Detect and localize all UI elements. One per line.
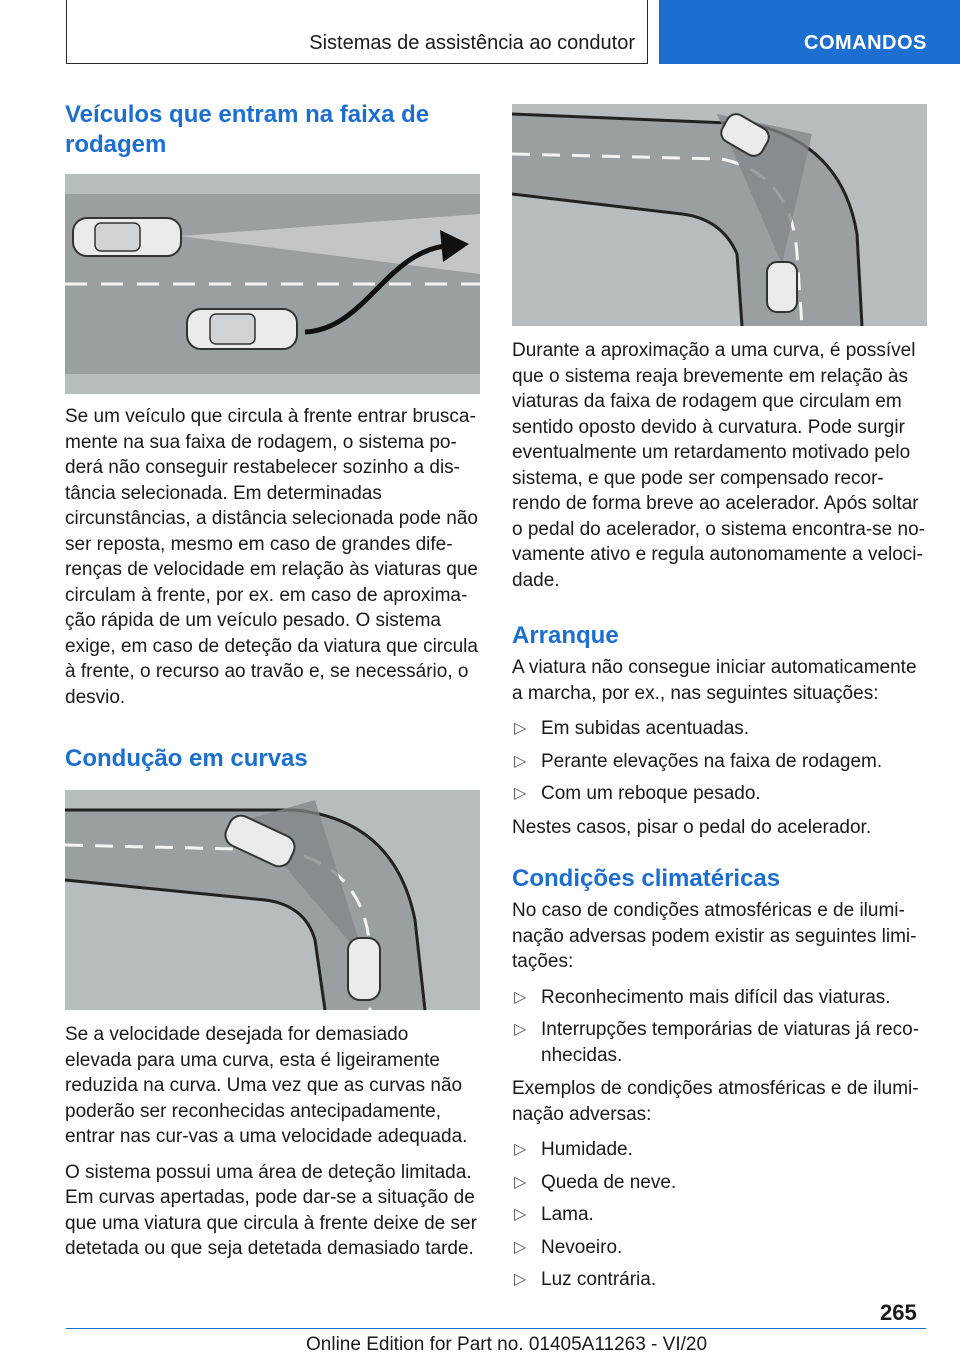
page-header xyxy=(66,0,960,64)
car-opposite-icon xyxy=(767,262,797,312)
section-title: Sistemas de assistência ao condutor xyxy=(309,32,635,54)
header-section-box xyxy=(66,0,648,64)
list-item: ▷ Nevoeiro. xyxy=(512,1235,927,1261)
footer-rule xyxy=(66,1328,926,1329)
heading-clima: Condições climatéricas xyxy=(512,865,781,892)
triangle-bullet-icon: ▷ xyxy=(514,752,527,770)
cut-in-illustration xyxy=(65,174,480,394)
own-car-icon xyxy=(187,309,297,349)
list-item: ▷ Em subidas acentuadas. xyxy=(512,716,927,742)
paragraph-curves-1: Se a velocidade desejada for demasiado elevada para uma curva, esta é ligeiramente reduzida na curva. Uma vez que as curvas não poderão ser reconhecidas antecipadamente, entrar nas cur-vas a uma velocidade adequada. xyxy=(65,1024,468,1147)
heading-cutting-in: Veículos que entram na faixa de rodagem xyxy=(65,101,430,158)
edition-note: Online Edition for Part no. 01405A11263 - VI/20 xyxy=(306,1334,708,1355)
list-item: ▷ Reconhecimento mais difícil das viaturas. xyxy=(512,985,927,1011)
paragraph-arranque-2: Nestes casos, pisar o pedal do acelerador. xyxy=(512,816,872,838)
left-column xyxy=(65,100,480,1272)
arranque-list xyxy=(512,716,927,807)
right-column xyxy=(512,104,927,1301)
chapter-tab[interactable]: COMANDOS xyxy=(659,0,960,64)
list-item: ▷ Queda de neve. xyxy=(512,1170,927,1196)
triangle-bullet-icon: ▷ xyxy=(514,988,527,1006)
triangle-bullet-icon: ▷ xyxy=(514,785,527,802)
figure-curve-driving xyxy=(65,790,480,1010)
triangle-bullet-icon: ▷ xyxy=(514,1271,527,1288)
list-item: ▷ Humidade. xyxy=(512,1137,927,1163)
paragraph-approach: Durante a aproximação a uma curva, é possível que o sistema reaja brevemente em relação às viaturas da faixa de rodagem que circulam em sentido oposto devido à curvatura. Pode surgir eventualmente um retardamento motivado pelo sistema, e que pode ser compensado recor-rendo de forma breve ao acelerador. Após soltar o pedal do acelerador, o sistema encontra-se no-vamente ativo e regula autonomamente a veloci-dade. xyxy=(512,340,925,591)
list-item: ▷ Perante elevações na faixa de rodagem. xyxy=(512,749,927,775)
list-item: ▷ Interrupções temporárias de viaturas já reco-nhecidas. xyxy=(514,1019,920,1066)
paragraph-cutting-in: Se um veículo que circula à frente entrar brusca-mente na sua faixa de rodagem, o sistema po-derá não conseguir restabelecer sozinho a dis-tância selecionada. Em determinadas circunstâncias, a distância selecionada pode não ser reposta, mesmo em caso de grandes dife-renças de velocidade em relação às viaturas que circulam à frente, por ex. em caso de aproxima-ção rápida de um veículo pesado. O sistema exige, em caso de deteção da viatura que circula à frente, o recurso ao travão e, se necessário, o desvio. xyxy=(65,406,478,708)
paragraph-clima-2: Exemplos de condições atmosféricas e de ilumi-nação adversas: xyxy=(512,1078,919,1125)
car-ahead-icon xyxy=(73,218,181,256)
figure-vehicle-cutting-in xyxy=(65,174,480,394)
list-item: ▷ Com um reboque pesado. xyxy=(512,781,927,807)
heading-arranque: Arranque xyxy=(512,622,619,649)
triangle-bullet-icon: ▷ xyxy=(514,1141,527,1158)
triangle-bullet-icon: ▷ xyxy=(514,1021,527,1038)
page-number: 265 xyxy=(880,1300,917,1325)
heading-curves: Condução em curvas xyxy=(65,745,308,772)
paragraph-curves-2: O sistema possui uma área de deteção limitada. Em curvas apertadas, pode dar-se a situação de que uma viatura que circula à frente deixe de ser detetada ou que seja detetada demasiado tarde. xyxy=(65,1161,477,1259)
paragraph-arranque: A viatura não consegue iniciar automaticamente a marcha, por ex., nas seguintes situações: xyxy=(512,657,917,704)
list-item: ▷ Luz contrária. xyxy=(512,1267,927,1293)
triangle-bullet-icon: ▷ xyxy=(514,1238,527,1256)
triangle-bullet-icon: ▷ xyxy=(514,1173,527,1191)
curve-illustration xyxy=(65,790,480,1010)
oncoming-car-icon xyxy=(348,938,380,1000)
exemplos-list xyxy=(512,1137,927,1293)
triangle-bullet-icon: ▷ xyxy=(514,1206,527,1223)
approach-curve-illustration xyxy=(512,104,927,326)
paragraph-clima: No caso de condições atmosféricas e de ilumi-nação adversas podem existir as seguintes limi-tações: xyxy=(512,900,917,972)
clima-list xyxy=(512,985,927,1069)
triangle-bullet-icon: ▷ xyxy=(514,720,527,737)
figure-approaching-curve xyxy=(512,104,927,326)
list-item: ▷ Lama. xyxy=(512,1202,927,1228)
